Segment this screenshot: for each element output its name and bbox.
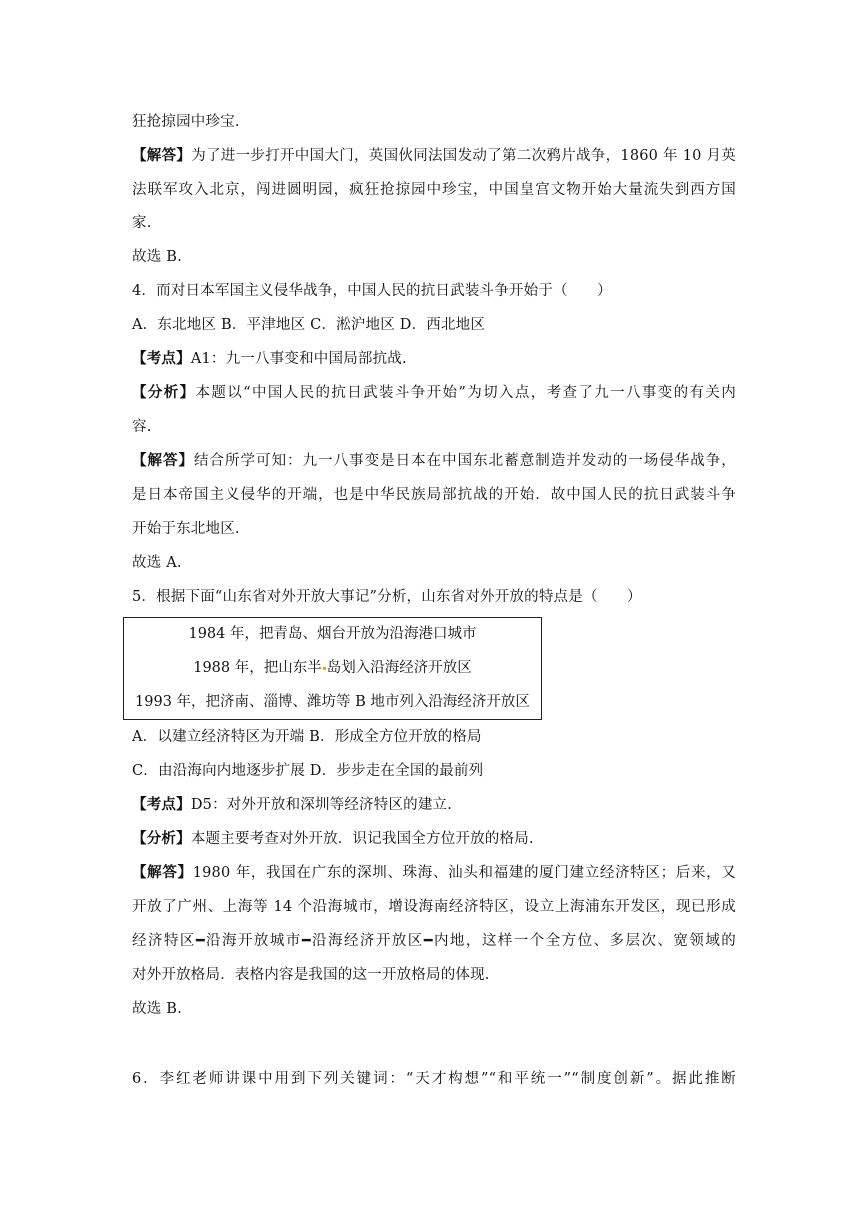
answer-paragraph	[132, 146, 736, 166]
analysis-paragraph	[132, 383, 736, 403]
text-line: 法联军攻入北京，闯进圆明园，疯狂抢掠园中珍宝，中国皇宫文物开始大量流失到西方国	[132, 182, 736, 198]
question-4-options: A．东北地区 B．平津地区 C．淞沪地区 D．西北地区	[132, 317, 486, 333]
text-line: 开始于东北地区.	[132, 521, 240, 537]
answer-choice: 故选 B.	[132, 249, 182, 265]
text-line: 家.	[132, 215, 152, 231]
analysis-paragraph	[132, 829, 534, 849]
mark-dot	[323, 667, 326, 670]
answer-choice: 故选 A.	[132, 555, 182, 571]
knowledge-tag: 【考点】	[132, 350, 191, 367]
text-line: 开放了广州、上海等 14 个沿海城市，增设海南经济特区，设立上海浦东开发区，现已形成	[132, 899, 736, 915]
question-5: 5．根据下面“山东省对外开放大事记”分析，山东省对外开放的特点是（ ）	[132, 589, 642, 605]
table-cell-text: 1988 年，把山东半	[193, 660, 322, 676]
text-line: 经济特区━沿海开放城市━沿海经济开放区━内地，这样一个全方位、多层次、宽领域的	[132, 933, 736, 949]
question-5-options: C．由沿海向内地逐步扩展 D．步步走在全国的最前列	[132, 763, 484, 779]
analysis-tag: 【分析】	[132, 384, 196, 401]
table-row: 1993 年，把济南、淄博、潍坊等 B 地市列入沿海经济开放区	[135, 694, 530, 710]
text-line: 容.	[132, 419, 152, 435]
answer-tag: 【解答】	[132, 864, 193, 881]
knowledge-tag: 【考点】	[132, 796, 191, 813]
analysis-text: 本题以“中国人民的抗日武装斗争开始”为切入点，考查了九一八事变的有关内	[195, 385, 736, 401]
analysis-text: 本题主要考查对外开放．识记我国全方位开放的格局.	[190, 831, 534, 847]
answer-paragraph	[132, 451, 736, 471]
knowledge-point	[132, 795, 452, 815]
answer-tag: 【解答】	[132, 147, 192, 164]
knowledge-point	[132, 349, 407, 369]
answer-choice: 故选 B.	[132, 1001, 182, 1017]
answer-tag: 【解答】	[132, 452, 195, 469]
answer-text: 1980 年，我国在广东的深圳、珠海、汕头和福建的厦门建立经济特区；后来，又	[192, 865, 736, 881]
analysis-tag: 【分析】	[132, 830, 191, 847]
question-5-options: A．以建立经济特区为开端 B．形成全方位开放的格局	[132, 729, 482, 745]
table-row: 1984 年，把青岛、烟台开放为沿海港口城市	[188, 626, 477, 642]
text-line: 是日本帝国主义侵华的开端，也是中华民族局部抗战的开始．故中国人民的抗日武装斗争	[132, 487, 736, 503]
text-line: 狂抢掠园中珍宝.	[132, 114, 240, 130]
answer-text: 结合所学可知：九一八事变是日本在中国东北蓄意制造并发动的一场侵华战争，	[194, 453, 736, 469]
text-line: 对外开放格局．表格内容是我国的这一开放格局的体现.	[132, 967, 490, 983]
question-6: 6．李红老师讲课中用到下列关键词：“天才构想”“和平统一”“制度创新”。据此推断	[132, 1071, 736, 1087]
answer-paragraph	[132, 863, 736, 883]
question-4: 4．而对日本军国主义侵华战争，中国人民的抗日武装斗争开始于（ ）	[132, 283, 612, 299]
answer-text: 为了进一步打开中国大门，英国伙同法国发动了第二次鸦片战争，1860 年 10 月英	[191, 148, 736, 164]
knowledge-text: D5：对外开放和深圳等经济特区的建立.	[190, 797, 453, 813]
table-cell-text: 岛划入沿海经济开放区	[326, 660, 472, 676]
table-row	[124, 658, 541, 678]
knowledge-text: A1：九一八事变和中国局部抗战.	[190, 351, 407, 367]
events-table	[123, 617, 542, 720]
